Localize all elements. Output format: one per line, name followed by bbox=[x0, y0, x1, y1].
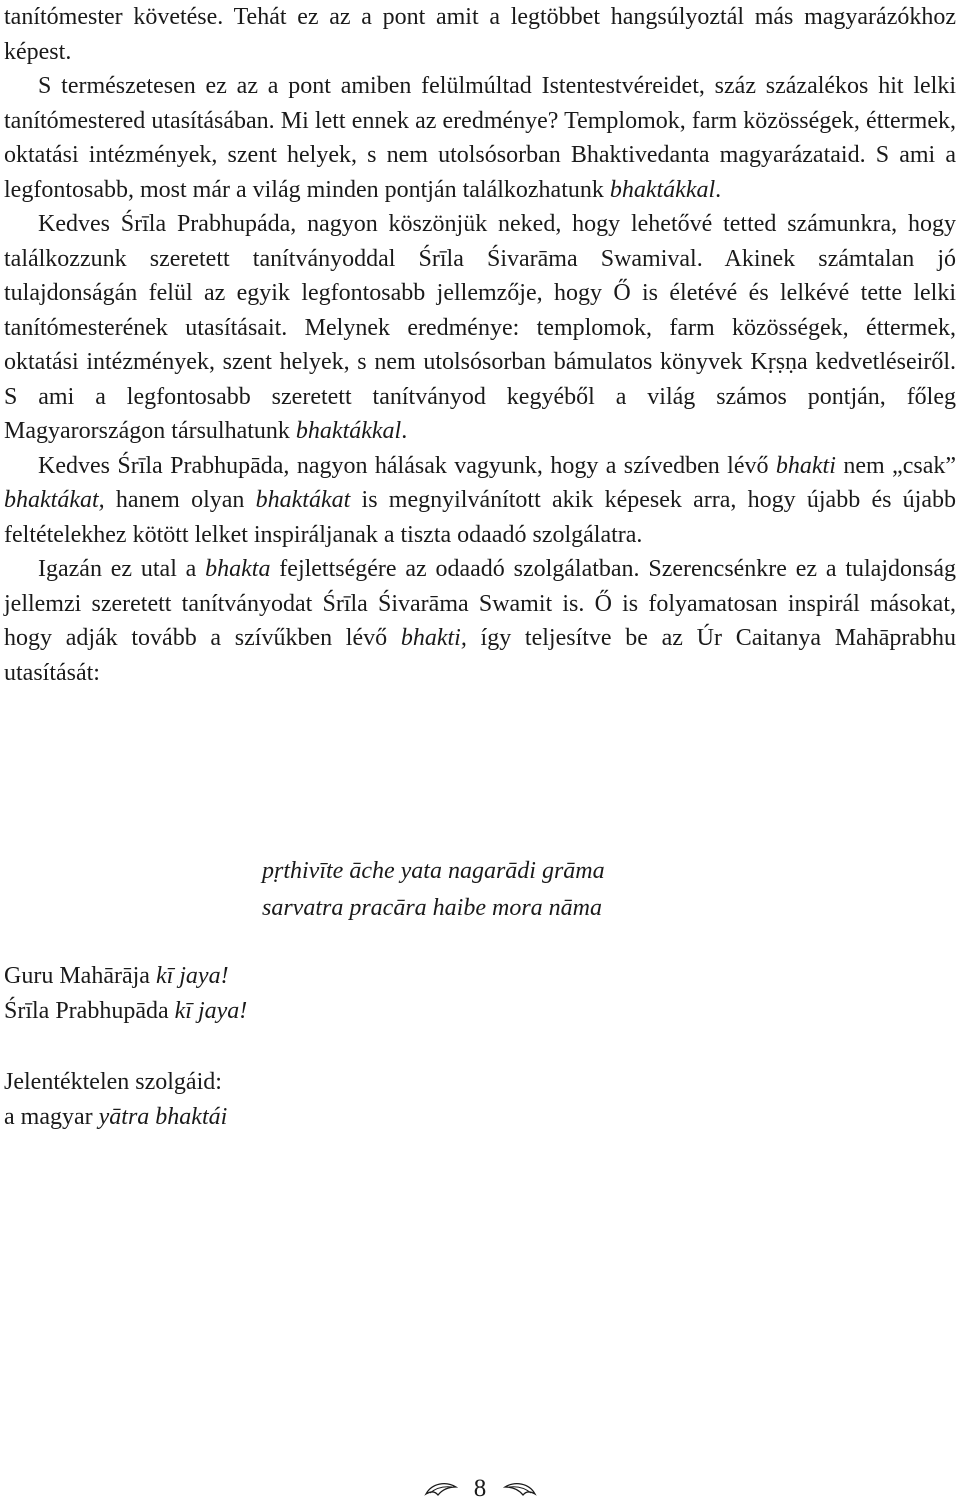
leaf-ornament-icon bbox=[503, 1475, 537, 1505]
page-footer bbox=[0, 1474, 960, 1505]
sanskrit-verse bbox=[262, 853, 605, 927]
closing-signature bbox=[4, 959, 247, 1135]
closing-line-prabhupada: Śrīla Prabhupāda kī jaya! bbox=[4, 998, 248, 1024]
closing-line-devotees: a magyar yātra bhaktái bbox=[4, 1104, 228, 1130]
verse-line-2: sarvatra pracāra haibe mora nāma bbox=[262, 895, 602, 921]
paragraph-5: Igazán ez utal a bhakta fejlettségére az odaadó szolgálatban. Szerencsénkre ez a tulajdonság jellemzi szeretett tanítványodat Śrīla Śivarāma Swamit is. Ő is folyamatosan inspirál másokat, hogy adják tovább a szívűkben lévő bhakti, így teljesítve be az Úr Caitanya Mahāprabhu utasítását: bbox=[4, 556, 956, 686]
closing-line-servants: Jelentéktelen szolgáid: bbox=[4, 1069, 222, 1095]
body-text bbox=[4, 0, 956, 690]
paragraph-4: Kedves Śrīla Prabhupāda, nagyon hálásak vagyunk, hogy a szívedben lévő bhakti nem „csak” bhaktákat, hanem olyan bhaktákat is megnyilvánított akik képesek arra, hogy újabb és újabb feltételekhez kötött lelket inspiráljanak a tiszta odaadó szolgálatra. bbox=[4, 452, 956, 548]
paragraph-1: tanítómester követése. Tehát ez az a pont amit a legtöbbet hangsúlyoztál más magyarázókhoz képest. bbox=[4, 4, 956, 65]
verse-line-1: pṛthivīte āche yata nagarādi grāma bbox=[262, 858, 605, 884]
closing-spacer bbox=[4, 1029, 247, 1065]
paragraph-2: S természetesen ez az a pont amiben felülmúltad Istentestvéreidet, száz százalékos hit lelki tanítómestered utasításában. Mi lett ennek az eredménye? Templomok, farm közösségek, éttermek, oktatási intézmények, szent helyek, s nem utolsósorban Bhaktivedanta magyarázataid. S ami a legfontosabb, most már a világ minden pontján találkozhatunk bhaktákkal. bbox=[4, 73, 956, 203]
page-number: 8 bbox=[473, 1475, 487, 1502]
leaf-ornament-icon bbox=[424, 1475, 458, 1505]
closing-line-guru: Guru Mahārāja kī jaya! bbox=[4, 963, 229, 989]
paragraph-3: Kedves Śrīla Prabhupáda, nagyon köszönjük neked, hogy lehetővé tetted számunkra, hogy találkozzunk szeretett tanítványoddal Śrīla Śivarāma Swamival. Akinek számtalan jó tulajdonságán felül az egyik legfontosabb jellemzője, hogy Ő is életévé és lelkévé tette lelki tanítómesterének utasításait. Melynek eredménye: templomok, farm közösségek, éttermek, oktatási intézmények, szent helyek, s nem utolsósorban bámulatos könyvek Kṛṣṇa kedvetléseiről. S ami a legfontosabb szeretett tanítványod kegyéből a világ számos pontján, főleg Magyarországon társulhatunk bhaktákkal. bbox=[4, 211, 956, 444]
